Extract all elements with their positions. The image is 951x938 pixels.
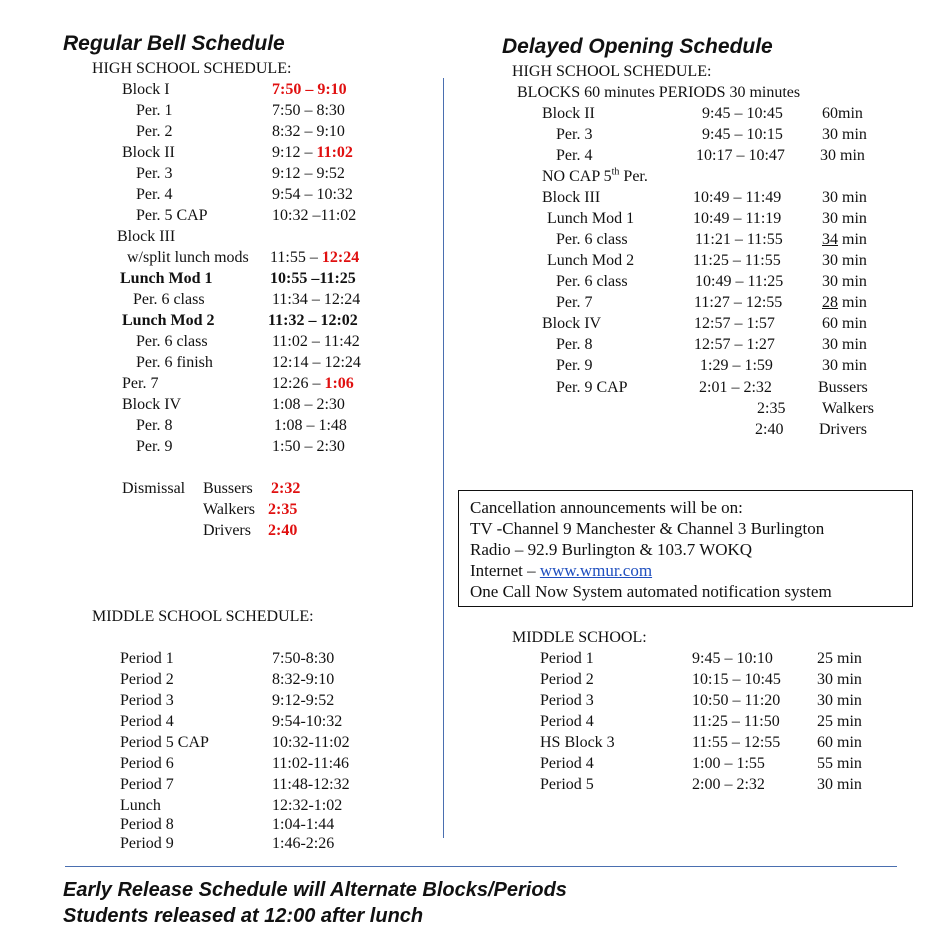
del-label-per3: Per. 3 xyxy=(556,126,593,143)
reg-label-per6-class-b: Per. 6 class xyxy=(136,333,208,350)
reg-label-per6-finish: Per. 6 finish xyxy=(136,354,213,371)
reg-time-lunch-mod1: 10:55 –11:25 xyxy=(270,270,356,287)
reg-time-per4: 9:54 – 10:32 xyxy=(272,186,353,203)
reg-ms-label-1: Period 1 xyxy=(120,650,174,667)
footer-line-2: Students released at 12:00 after lunch xyxy=(63,905,424,927)
footer-line-1: Early Release Schedule will Alternate Blocks/Periods xyxy=(63,879,567,901)
del-extra-drivers: Drivers xyxy=(819,421,867,438)
reg-time-block1: 7:50 – 9:10 xyxy=(272,81,347,98)
del-extra-drivers-time: 2:40 xyxy=(755,421,784,438)
reg-time-lunch-mod2: 11:32 – 12:02 xyxy=(268,312,358,329)
del-label-block3: Block III xyxy=(542,189,601,206)
del-time-block4: 12:57 – 1:57 xyxy=(694,315,775,332)
reg-ms-label-9: Period 9 xyxy=(120,835,174,852)
del-ms-label-1: Period 1 xyxy=(540,650,594,667)
reg-time-per6-finish: 12:14 – 12:24 xyxy=(272,354,361,371)
del-time-per9: 1:29 – 1:59 xyxy=(700,357,773,374)
reg-time-split-lunch: 11:55 – 12:24 xyxy=(270,249,360,266)
del-label-per9-cap: Per. 9 CAP xyxy=(556,379,628,396)
del-dur-per8: 30 min xyxy=(822,336,867,353)
reg-time-per6-class-a: 11:34 – 12:24 xyxy=(272,291,361,308)
reg-label-per2: Per. 2 xyxy=(136,123,173,140)
dismissal-bussers: Bussers xyxy=(203,480,253,497)
announce-line-4: Internet – www.wmur.com xyxy=(470,561,653,580)
del-ms-time-4: 11:25 – 11:50 xyxy=(692,713,780,730)
del-time-per3: 9:45 – 10:15 xyxy=(702,126,783,143)
reg-time-per5cap: 10:32 –11:02 xyxy=(272,207,357,224)
reg-label-lunch-mod2: Lunch Mod 2 xyxy=(122,312,215,329)
reg-ms-label-4: Period 4 xyxy=(120,713,174,730)
reg-label-per4: Per. 4 xyxy=(136,186,173,203)
del-ms-time-5: 2:00 – 2:32 xyxy=(692,776,765,793)
delayed-schedule-title: Delayed Opening Schedule xyxy=(502,35,773,58)
reg-ms-time-4: 9:54-10:32 xyxy=(272,713,343,730)
delayed-blocks-note: BLOCKS 60 minutes PERIODS 30 minutes xyxy=(517,84,801,101)
del-label-lunch-mod1: Lunch Mod 1 xyxy=(547,210,635,227)
del-ms-time-4b: 1:00 – 1:55 xyxy=(692,755,765,772)
del-dur-block4: 60 min xyxy=(822,315,867,332)
reg-time-block2: 9:12 – 11:02 xyxy=(272,144,353,161)
footer-divider xyxy=(65,866,897,867)
del-ms-label-4: Period 4 xyxy=(540,713,594,730)
reg-time-per1: 7:50 – 8:30 xyxy=(272,102,345,119)
del-label-per8: Per. 8 xyxy=(556,336,593,353)
delayed-ms-heading: MIDDLE SCHOOL: xyxy=(512,629,647,646)
announce-line-2: TV -Channel 9 Manchester & Channel 3 Burlington xyxy=(470,519,825,538)
del-ms-label-3: Period 3 xyxy=(540,692,594,709)
del-extra-walkers-time: 2:35 xyxy=(757,400,786,417)
del-label-block2: Block II xyxy=(542,105,595,122)
del-time-lunch-mod1: 10:49 – 11:19 xyxy=(693,210,782,227)
del-dur-per3: 30 min xyxy=(822,126,867,143)
dismissal-label: Dismissal xyxy=(122,480,186,497)
del-ms-time-2: 10:15 – 10:45 xyxy=(692,671,781,688)
del-dur-per6-class-a: 34 min xyxy=(822,231,867,248)
regular-ms-heading: MIDDLE SCHOOL SCHEDULE: xyxy=(92,608,314,625)
del-label-no-cap: NO CAP 5th Per. xyxy=(542,166,648,185)
cancellation-announcement-box xyxy=(458,490,913,607)
reg-label-per6-class-a: Per. 6 class xyxy=(133,291,205,308)
del-ms-dur-hs-block3: 60 min xyxy=(817,734,862,751)
dismissal-walkers: Walkers xyxy=(203,501,256,518)
del-dur-lunch-mod1: 30 min xyxy=(822,210,867,227)
del-dur-per6-class-b: 30 min xyxy=(822,273,867,290)
reg-label-block2: Block II xyxy=(122,144,175,161)
del-time-per7: 11:27 – 12:55 xyxy=(694,294,783,311)
regular-hs-heading: HIGH SCHOOL SCHEDULE: xyxy=(92,60,292,77)
del-ms-time-3: 10:50 – 11:20 xyxy=(692,692,781,709)
reg-ms-time-9: 1:46-2:26 xyxy=(272,835,335,852)
del-dur-per7: 28 min xyxy=(822,294,867,311)
del-ms-dur-4: 25 min xyxy=(817,713,862,730)
del-label-per9: Per. 9 xyxy=(556,357,593,374)
del-label-block4: Block IV xyxy=(542,315,602,332)
del-time-per8: 12:57 – 1:27 xyxy=(694,336,775,353)
del-dur-lunch-mod2: 30 min xyxy=(822,252,867,269)
reg-time-per2: 8:32 – 9:10 xyxy=(272,123,345,140)
del-time-lunch-mod2: 11:25 – 11:55 xyxy=(693,252,781,269)
reg-time-block4: 1:08 – 2:30 xyxy=(272,396,345,413)
del-label-per6-class-b: Per. 6 class xyxy=(556,273,628,290)
delayed-hs-heading: HIGH SCHOOL SCHEDULE: xyxy=(512,63,712,80)
reg-label-per8: Per. 8 xyxy=(136,417,173,434)
reg-time-per7: 12:26 – 1:06 xyxy=(272,375,354,392)
dismissal-drivers-time: 2:40 xyxy=(268,522,298,539)
reg-ms-time-3: 9:12-9:52 xyxy=(272,692,335,709)
del-dur-block2: 60min xyxy=(822,105,863,122)
del-label-per6-class-a: Per. 6 class xyxy=(556,231,628,248)
del-ms-label-hs-block3: HS Block 3 xyxy=(540,734,615,751)
del-ms-label-4b: Period 4 xyxy=(540,755,594,772)
del-ms-dur-1: 25 min xyxy=(817,650,862,667)
del-dur-block3: 30 min xyxy=(822,189,867,206)
reg-ms-time-lunch: 12:32-1:02 xyxy=(272,797,343,814)
reg-ms-label-lunch: Lunch xyxy=(120,797,161,814)
reg-ms-label-8: Period 8 xyxy=(120,816,174,833)
del-label-per4: Per. 4 xyxy=(556,147,593,164)
del-dur-per9: 30 min xyxy=(822,357,867,374)
reg-label-lunch-mod1: Lunch Mod 1 xyxy=(120,270,213,287)
reg-ms-time-7: 11:48-12:32 xyxy=(272,776,350,793)
del-ms-label-2: Period 2 xyxy=(540,671,594,688)
announce-line-3: Radio – 92.9 Burlington & 103.7 WOKQ xyxy=(470,540,753,559)
reg-ms-label-6: Period 6 xyxy=(120,755,174,772)
del-time-per9-cap: 2:01 – 2:32 xyxy=(699,379,772,396)
reg-label-block3: Block III xyxy=(117,228,176,245)
regular-schedule-title: Regular Bell Schedule xyxy=(63,32,285,55)
del-ms-dur-2: 30 min xyxy=(817,671,862,688)
reg-label-per9: Per. 9 xyxy=(136,438,173,455)
reg-time-per3: 9:12 – 9:52 xyxy=(272,165,345,182)
reg-label-per1: Per. 1 xyxy=(136,102,173,119)
reg-label-per5cap: Per. 5 CAP xyxy=(136,207,208,224)
del-time-per4: 10:17 – 10:47 xyxy=(696,147,785,164)
reg-ms-time-1: 7:50-8:30 xyxy=(272,650,335,667)
reg-time-per6-class-b: 11:02 – 11:42 xyxy=(272,333,360,350)
reg-ms-label-7: Period 7 xyxy=(120,776,174,793)
reg-time-per8: 1:08 – 1:48 xyxy=(274,417,347,434)
del-ms-dur-3: 30 min xyxy=(817,692,862,709)
reg-label-per3: Per. 3 xyxy=(136,165,173,182)
reg-ms-label-5: Period 5 CAP xyxy=(120,734,209,751)
del-time-per6-class-a: 11:21 – 11:55 xyxy=(695,231,783,248)
del-time-block2: 9:45 – 10:45 xyxy=(702,105,783,122)
announce-line-1: Cancellation announcements will be on: xyxy=(470,498,743,517)
del-dur-per4: 30 min xyxy=(820,147,865,164)
reg-time-per9: 1:50 – 2:30 xyxy=(272,438,345,455)
del-label-lunch-mod2: Lunch Mod 2 xyxy=(547,252,635,269)
del-dur-per9-cap: Bussers xyxy=(818,379,868,396)
del-time-block3: 10:49 – 11:49 xyxy=(693,189,782,206)
del-ms-label-5: Period 5 xyxy=(540,776,594,793)
reg-ms-time-6: 11:02-11:46 xyxy=(272,755,350,772)
del-time-per6-class-b: 10:49 – 11:25 xyxy=(695,273,784,290)
reg-label-split-lunch: w/split lunch mods xyxy=(127,249,249,266)
dismissal-walkers-time: 2:35 xyxy=(268,501,298,518)
del-ms-dur-4b: 55 min xyxy=(817,755,862,772)
announce-line-5: One Call Now System automated notification system xyxy=(470,582,832,601)
reg-label-block1: Block I xyxy=(122,81,170,98)
dismissal-bussers-time: 2:32 xyxy=(271,480,301,497)
del-ms-dur-5: 30 min xyxy=(817,776,862,793)
wmur-link[interactable]: www.wmur.com xyxy=(539,561,653,580)
reg-label-per7: Per. 7 xyxy=(122,375,159,392)
column-divider xyxy=(443,78,444,838)
reg-ms-time-2: 8:32-9:10 xyxy=(272,671,335,688)
reg-label-block4: Block IV xyxy=(122,396,182,413)
reg-ms-time-8: 1:04-1:44 xyxy=(272,816,335,833)
reg-ms-time-5: 10:32-11:02 xyxy=(272,734,350,751)
del-extra-walkers: Walkers xyxy=(822,400,875,417)
del-ms-time-hs-block3: 11:55 – 12:55 xyxy=(692,734,781,751)
reg-ms-label-3: Period 3 xyxy=(120,692,174,709)
reg-ms-label-2: Period 2 xyxy=(120,671,174,688)
del-ms-time-1: 9:45 – 10:10 xyxy=(692,650,773,667)
del-label-per7: Per. 7 xyxy=(556,294,593,311)
dismissal-drivers: Drivers xyxy=(203,522,251,539)
